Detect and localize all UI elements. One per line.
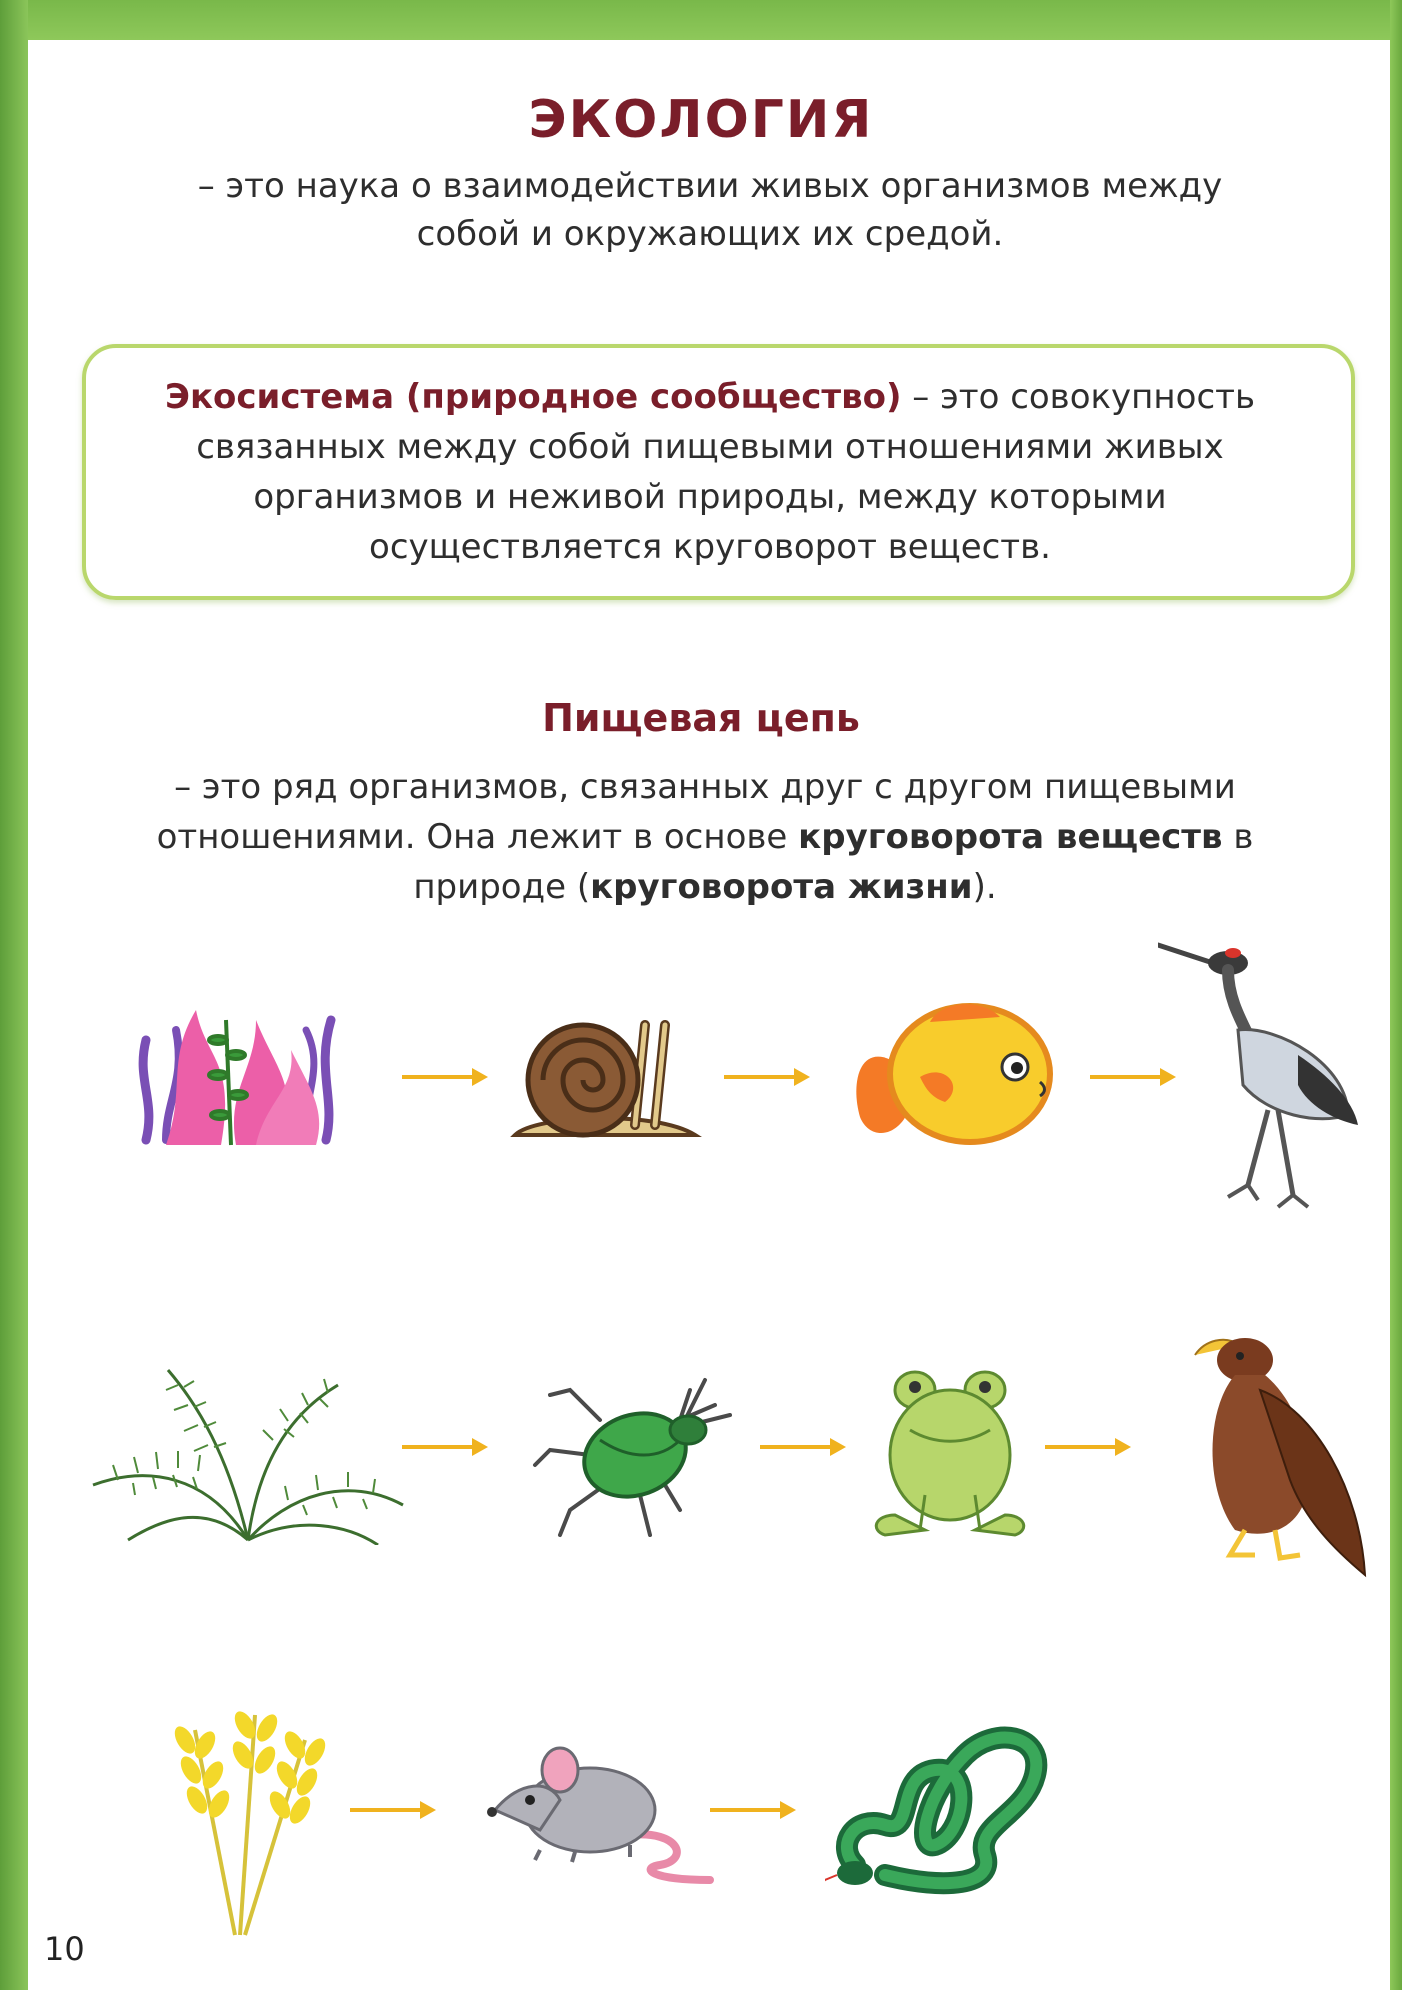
mouse-illustration [480,1740,740,1890]
ecosystem-definition-text: – это совокупность связанных между собой пищевыми отношениями живых организмов и неживой природы, между которыми осуществляется круговорот веществ. [196,377,1255,567]
ecosystem-definition [150,372,1270,572]
chain-arrow [400,1062,490,1092]
fish-illustration [850,992,1060,1157]
food-chain-def-text-2: в природе ( [413,817,1254,907]
wheat-illustration [155,1700,335,1940]
snake-illustration [825,1715,1050,1900]
eagle-illustration [1185,1330,1370,1580]
chain-arrow [348,1795,438,1825]
page-frame-right [1390,0,1402,1990]
food-chain-def-text-1: – это ряд организмов, связанных друг с другом пищевыми отношениями. Она лежит в основе [156,767,1236,857]
chain-arrow [722,1062,812,1092]
food-chain-title: Пищевая цепь [542,696,860,740]
ecology-definition: – это наука о взаимодействии живых организмов между собой и окружающих их средой. [197,166,1223,254]
food-chain-definition [130,762,1280,912]
page-title: ЭКОЛОГИЯ [528,90,874,150]
frog-illustration [865,1365,1035,1540]
chain-arrow [400,1432,490,1462]
chain-arrow [758,1432,848,1462]
food-chain-def-bold-2: круговорота жизни [590,867,973,907]
snail-illustration [505,995,705,1150]
food-chain-def-bold-1: круговорота веществ [798,817,1223,857]
food-chain-def-text-3: ). [972,867,997,907]
ecosystem-term: Экосистема (природное сообщество) [165,377,902,417]
beetle-illustration [530,1360,735,1550]
page-number: 10 [44,1930,85,1968]
chain-arrow [1043,1432,1133,1462]
chain-arrow [708,1795,798,1825]
crane-illustration [1158,935,1368,1225]
fern-illustration [88,1365,408,1545]
page-frame-left [0,0,28,1990]
water-plants-illustration [126,1000,356,1150]
page-frame-top [0,0,1402,40]
